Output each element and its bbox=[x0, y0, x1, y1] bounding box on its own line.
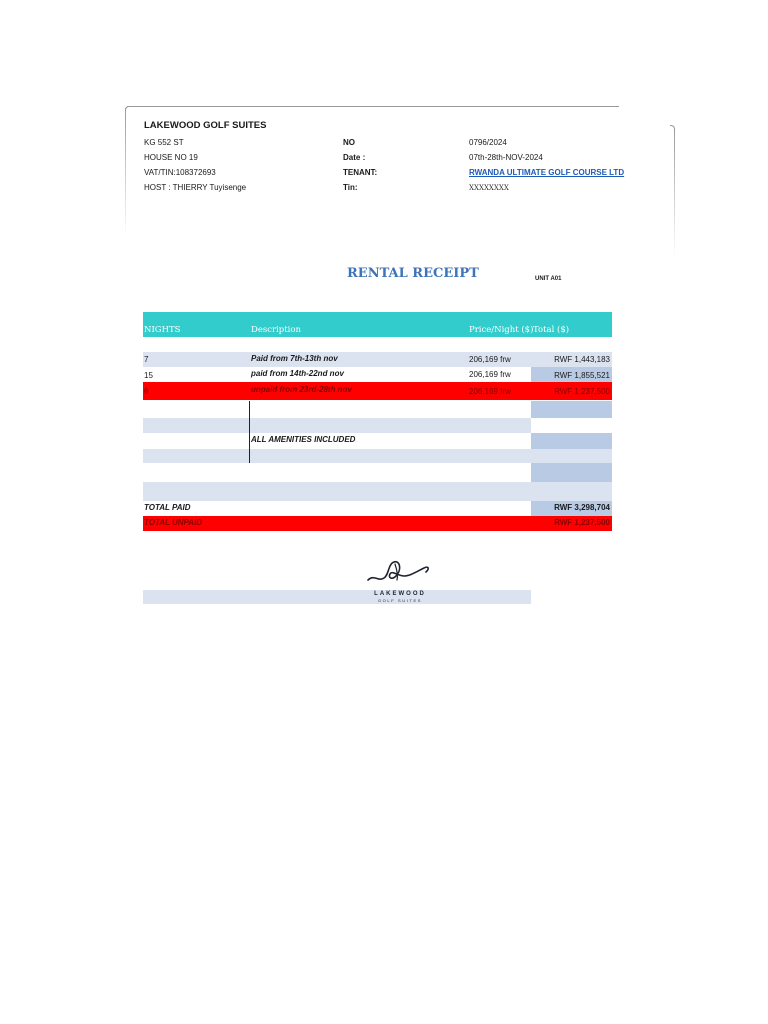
receipt-title: RENTAL RECEIPT bbox=[347, 266, 479, 281]
logo-swoosh bbox=[368, 562, 428, 580]
total-paid-label: TOTAL PAID bbox=[144, 503, 191, 512]
row1-total: RWF 1,443,183 bbox=[554, 355, 610, 364]
logo-wordmark: LAKEWOOD bbox=[374, 591, 426, 597]
footer-band bbox=[143, 590, 531, 604]
total-paid-value: RWF 3,298,704 bbox=[554, 503, 610, 512]
row3-description: unpaid from 23rd-28th nov bbox=[251, 385, 352, 394]
table-row bbox=[143, 418, 531, 433]
row2-total: RWF 1,855,521 bbox=[554, 371, 610, 380]
table-cell-shade bbox=[531, 463, 612, 482]
row3-nights: 6 bbox=[144, 387, 149, 396]
table-cell-shade bbox=[531, 401, 612, 418]
table-row bbox=[143, 449, 612, 463]
date-label: Date : bbox=[343, 153, 366, 162]
logo-tagline: GOLF SUITES bbox=[377, 598, 423, 603]
row2-description: paid from 14th-22nd nov bbox=[251, 369, 344, 378]
tin-value: XXXXXXXX bbox=[469, 184, 509, 192]
row1-price: 206,169 frw bbox=[469, 355, 511, 364]
host-name: HOST : THIERRY Tuyisenge bbox=[144, 183, 247, 192]
row1-description: Paid from 7th-13th nov bbox=[251, 354, 338, 363]
lakewood-logo-icon bbox=[364, 556, 436, 606]
row2-price: 206,169 frw bbox=[469, 370, 511, 379]
row1-nights: 7 bbox=[144, 355, 149, 364]
header-price-night: Price/Night ($) bbox=[469, 325, 534, 335]
header-nights: NIGHTS bbox=[144, 325, 181, 335]
table-cell-shade bbox=[531, 433, 612, 449]
date-value: 07th-28th-NOV-2024 bbox=[469, 153, 543, 162]
total-unpaid-label: TOTAL UNPAID bbox=[144, 518, 203, 527]
amenities-note: ALL AMENITIES INCLUDED bbox=[251, 435, 356, 444]
receipt-no-value: 0796/2024 bbox=[469, 138, 507, 147]
header-description: Description bbox=[251, 325, 301, 335]
row2-nights: 15 bbox=[144, 371, 153, 380]
tenant-link[interactable]: RWANDA ULTIMATE GOLF COURSE LTD bbox=[469, 168, 625, 177]
column-divider bbox=[249, 401, 250, 463]
vat-tin: VAT/TIN:108372693 bbox=[144, 168, 216, 177]
header-total: Total ($) bbox=[533, 325, 570, 335]
row3-price: 206,169 frw bbox=[469, 387, 511, 396]
receipt-no-label: NO bbox=[343, 138, 355, 147]
address-house: HOUSE NO 19 bbox=[144, 153, 198, 162]
lakewood-logo bbox=[364, 556, 436, 606]
address-street: KG 552 ST bbox=[144, 138, 184, 147]
company-name: LAKEWOOD GOLF SUITES bbox=[144, 120, 267, 131]
row3-total: RWF 1,237,500 bbox=[554, 387, 610, 396]
tenant-label: TENANT: bbox=[343, 168, 378, 177]
header-frame-left bbox=[125, 108, 126, 238]
unit-label: UNIT A01 bbox=[535, 276, 562, 282]
header-frame-top bbox=[127, 106, 619, 107]
header-frame-right bbox=[674, 128, 675, 258]
total-unpaid-value: RWF 1,237,500 bbox=[554, 518, 610, 527]
table-row bbox=[143, 482, 612, 501]
tin-label: Tin: bbox=[343, 183, 358, 192]
